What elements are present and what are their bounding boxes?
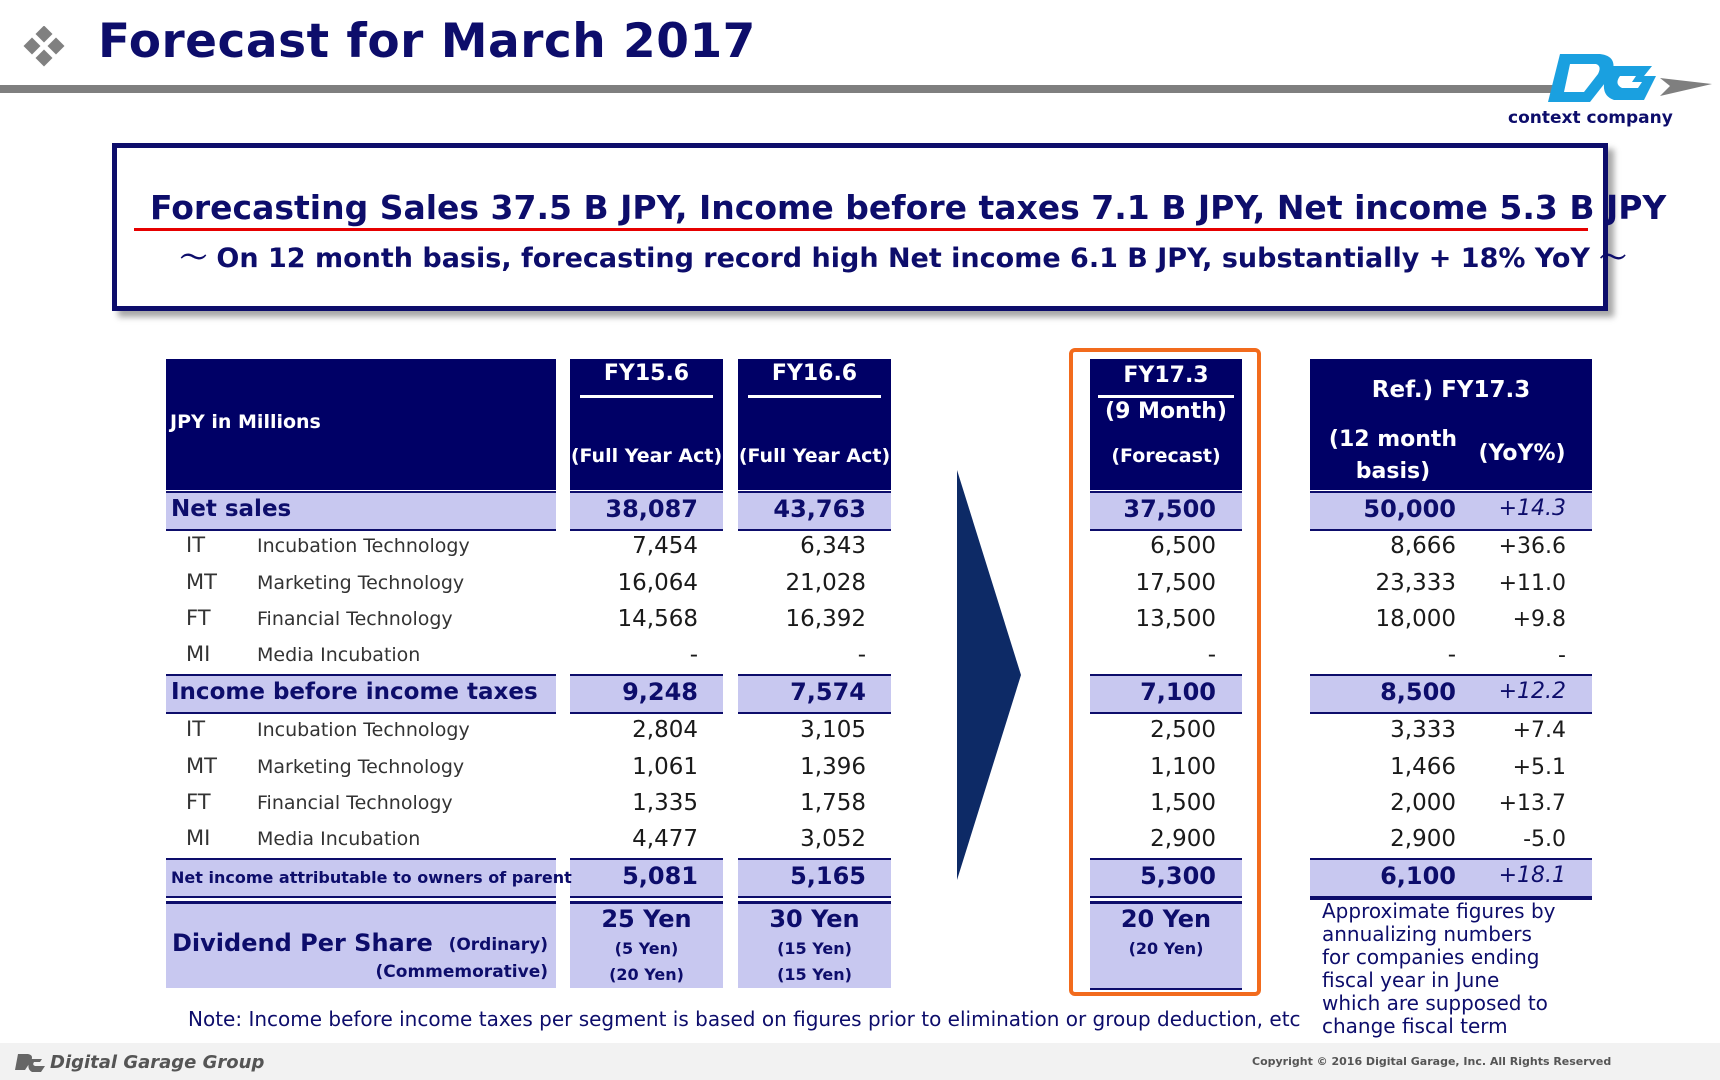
value-fy173: 17,500 [1135, 570, 1216, 596]
value-fy166: 3,052 [800, 826, 866, 852]
value-ref: 18,000 [1375, 606, 1456, 632]
value-fy156: 4,477 [632, 826, 698, 852]
page-title: Forecast for March 2017 [98, 14, 756, 69]
value-ref: 50,000 [1363, 495, 1456, 523]
value-fy166: 21,028 [785, 570, 866, 596]
row-divider [166, 896, 556, 898]
row-divider [166, 491, 556, 493]
footer-brand: Digital Garage Group [50, 1052, 265, 1073]
row-divider [166, 712, 556, 714]
header-ref-sub2: basis) [1355, 459, 1431, 484]
diamond-bullet-icon [22, 26, 66, 70]
segment-label: Financial Technology [257, 792, 453, 814]
value-yoy: +36.6 [1498, 534, 1566, 559]
dividend-commemorative-label: (Commemorative) [375, 962, 548, 982]
segment-code: MI [186, 826, 211, 850]
row-divider [738, 529, 891, 531]
header-divider-line [580, 395, 713, 398]
copyright: Copyright © 2016 Digital Garage, Inc. All Rights Reserved [1252, 1055, 1612, 1068]
headline-underline [134, 228, 1588, 231]
header-fy156-title: FY15.6 [603, 361, 690, 386]
row-divider [1310, 491, 1592, 493]
value-fy156: 7,454 [632, 533, 698, 559]
dividend-fy166-commemorative: (15 Yen) [777, 965, 852, 984]
table-header-label [166, 359, 556, 490]
row-divider [738, 712, 891, 714]
row-divider [738, 896, 891, 898]
value-fy156: 2,804 [632, 717, 698, 743]
value-yoy: +12.2 [1498, 679, 1566, 704]
segment-code: MI [186, 642, 211, 666]
headline: Forecasting Sales 37.5 B JPY, Income before taxes 7.1 B JPY, Net income 5.3 B JPY [150, 188, 1667, 227]
header-fy166-sub: (Full Year Act) [738, 445, 891, 467]
dg-logo-icon [1540, 44, 1712, 110]
value-fy173: 6,500 [1150, 533, 1216, 559]
value-ref: 2,000 [1390, 790, 1456, 816]
value-ref: 6,100 [1380, 862, 1456, 890]
row-divider [738, 858, 891, 860]
header-fy156-sub: (Full Year Act) [570, 445, 723, 467]
segment-label: Financial Technology [257, 608, 453, 630]
row-divider [738, 491, 891, 493]
value-fy166: 7,574 [790, 678, 866, 706]
value-fy156: 38,087 [605, 495, 698, 523]
row-divider [570, 529, 723, 531]
row-divider [166, 901, 556, 904]
value-ref: 3,333 [1390, 717, 1456, 743]
value-fy173: 1,500 [1150, 790, 1216, 816]
segment-code: MT [186, 754, 217, 778]
value-fy166: 43,763 [773, 495, 866, 523]
segment-code: IT [186, 717, 206, 741]
header-divider-line [748, 395, 881, 398]
header-fy173-sub1: (9 Month) [1105, 399, 1227, 424]
header-ref-yoy: (YoY%) [1478, 441, 1566, 466]
value-yoy: +18.1 [1498, 863, 1566, 888]
dividend-fy156-ordinary: (5 Yen) [614, 939, 679, 958]
logo-tagline: context company [1508, 108, 1673, 128]
dividend-label: Dividend Per Share [172, 929, 433, 957]
dividend-fy156 [570, 903, 723, 988]
header-ref [1310, 359, 1592, 490]
value-yoy: +13.7 [1498, 791, 1566, 816]
header-fy156 [570, 359, 723, 490]
value-fy166: - [857, 642, 866, 668]
segment-code: MT [186, 570, 217, 594]
value-fy166: 3,105 [800, 717, 866, 743]
row-divider [570, 491, 723, 493]
row-divider [166, 529, 556, 531]
value-ref: 8,666 [1390, 533, 1456, 559]
value-fy173: 1,100 [1150, 754, 1216, 780]
segment-label: Media Incubation [257, 828, 421, 850]
header-ref-title: Ref.) FY17.3 [1371, 377, 1531, 403]
value-fy166: 16,392 [785, 606, 866, 632]
value-fy166: 5,165 [790, 862, 866, 890]
segment-code: IT [186, 533, 206, 557]
forecast-highlight-box [1069, 348, 1261, 996]
reference-note: Approximate figures by annualizing numbers for companies ending fiscal year in June which are supposed to change fiscal term [1322, 899, 1556, 1038]
value-fy156: 16,064 [617, 570, 698, 596]
header-ref-sub1: (12 month [1328, 427, 1458, 452]
value-fy166: 1,758 [800, 790, 866, 816]
value-fy156: 5,081 [622, 862, 698, 890]
value-yoy: +11.0 [1498, 571, 1566, 596]
segment-label: Incubation Technology [257, 719, 470, 741]
row-divider [570, 674, 723, 676]
row-label: Net sales [171, 496, 292, 522]
value-fy173: 2,500 [1150, 717, 1216, 743]
row-divider [1310, 858, 1592, 860]
row-divider [570, 858, 723, 860]
value-fy156: 14,568 [617, 606, 698, 632]
value-ref: 8,500 [1380, 678, 1456, 706]
segment-label: Media Incubation [257, 644, 421, 666]
value-fy166: 6,343 [800, 533, 866, 559]
dividend-fy173-ordinary: (20 Yen) [1128, 939, 1204, 958]
value-ref: 1,466 [1390, 754, 1456, 780]
dividend-fy156-commemorative: (20 Yen) [609, 965, 684, 984]
value-fy173: 5,300 [1140, 862, 1216, 890]
value-fy173: 13,500 [1135, 606, 1216, 632]
row-divider [1310, 529, 1592, 531]
unit-label: JPY in Millions [170, 411, 321, 433]
segment-label: Marketing Technology [257, 756, 465, 778]
forecast-arrow-icon [955, 470, 1025, 884]
row-divider [1310, 712, 1592, 714]
row-divider [570, 712, 723, 714]
value-yoy: +7.4 [1512, 718, 1566, 743]
segment-label: Incubation Technology [257, 535, 470, 557]
value-fy173: 37,500 [1123, 495, 1216, 523]
row-label: Net income attributable to owners of parent [171, 868, 572, 887]
row-divider [166, 674, 556, 676]
dividend-ordinary-label: (Ordinary) [448, 935, 548, 955]
dividend-fy166 [738, 903, 891, 988]
value-yoy: +5.1 [1512, 755, 1566, 780]
value-yoy: +14.3 [1498, 496, 1566, 521]
header-fy173-sub2: (Forecast) [1111, 445, 1221, 467]
dividend-fy166-ordinary: (15 Yen) [777, 939, 852, 958]
value-fy173: 2,900 [1150, 826, 1216, 852]
value-fy173: 7,100 [1140, 678, 1216, 706]
value-fy156: 9,248 [622, 678, 698, 706]
row-divider [1310, 674, 1592, 676]
value-ref: 23,333 [1375, 570, 1456, 596]
value-yoy: - [1558, 643, 1566, 668]
dividend-fy156-total: 25 Yen [601, 905, 692, 933]
footnote: Note: Income before income taxes per segment is based on figures prior to elimination or group deduction, etc [188, 1007, 1301, 1031]
headline-box [112, 143, 1608, 311]
segment-label: Marketing Technology [257, 572, 465, 594]
dividend-label-cell [166, 903, 556, 988]
row-divider [570, 896, 723, 898]
value-fy156: - [689, 642, 698, 668]
value-fy173: - [1207, 642, 1216, 668]
value-fy156: 1,061 [632, 754, 698, 780]
value-ref: 2,900 [1390, 826, 1456, 852]
value-fy166: 1,396 [800, 754, 866, 780]
row-divider [570, 901, 723, 904]
segment-code: FT [186, 606, 211, 630]
footer-logo-icon [14, 1052, 46, 1074]
dividend-fy166-total: 30 Yen [769, 905, 860, 933]
value-ref: - [1447, 642, 1456, 668]
row-divider [166, 858, 556, 860]
dividend-fy173-total: 20 Yen [1120, 905, 1212, 933]
header-fy166-title: FY16.6 [771, 361, 858, 386]
row-label: Income before income taxes [171, 679, 538, 705]
value-fy156: 1,335 [632, 790, 698, 816]
subheadline: ～ On 12 month basis, forecasting record high Net income 6.1 B JPY, substantially + 18% YoY ～ [180, 243, 1627, 274]
segment-code: FT [186, 790, 211, 814]
header-divider [0, 85, 1560, 93]
value-yoy: -5.0 [1523, 827, 1566, 852]
row-divider [738, 901, 891, 904]
value-yoy: +9.8 [1512, 607, 1566, 632]
header-fy173-title: FY17.3 [1123, 363, 1209, 388]
row-divider [738, 674, 891, 676]
header-fy166 [738, 359, 891, 490]
